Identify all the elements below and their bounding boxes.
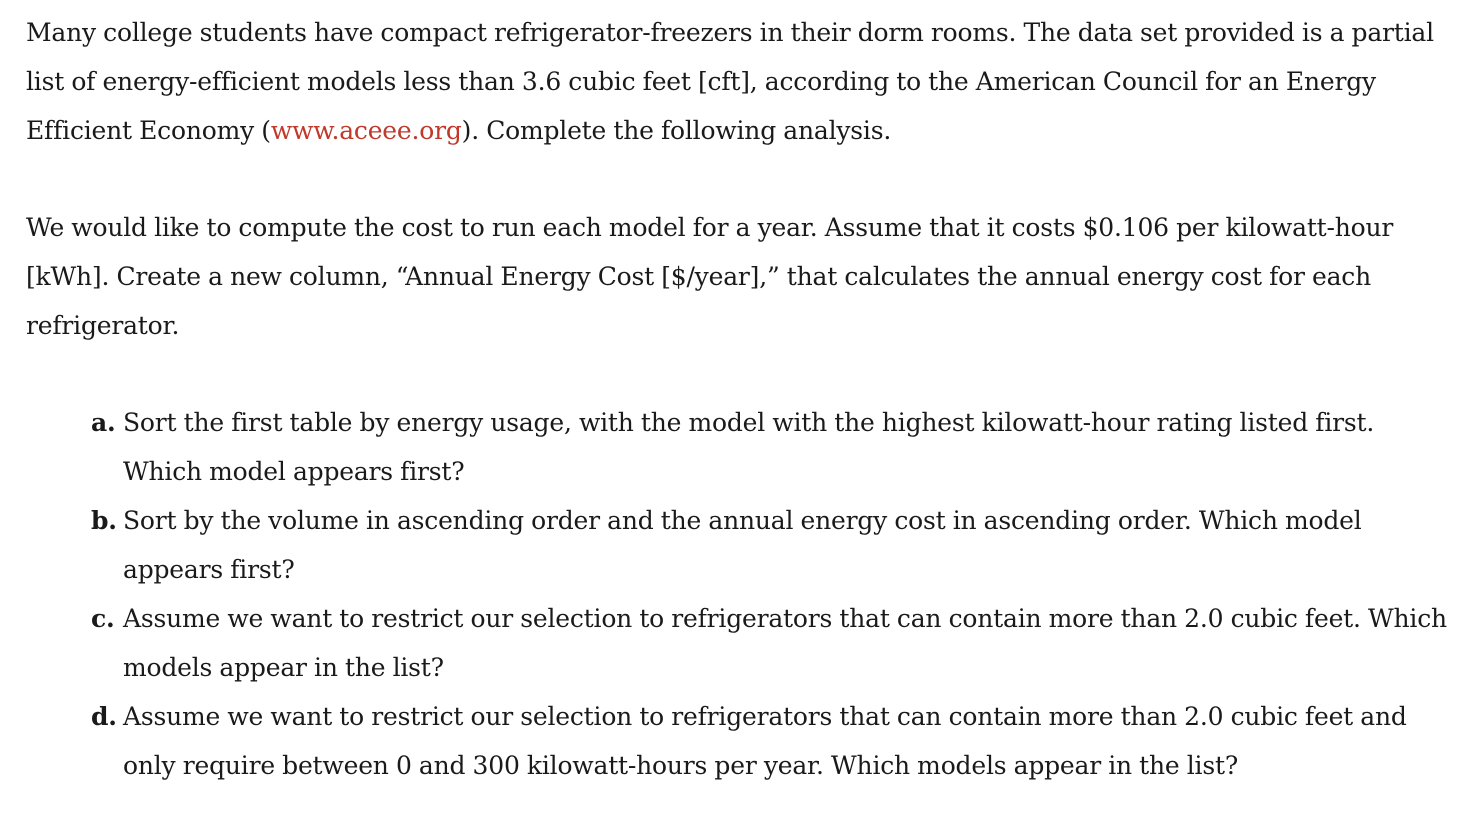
- question-text: Sort by the volume in ascending order and the annual energy cost in ascending order. Which model appears first?: [123, 506, 1362, 584]
- intro-text-before: Many college students have compact refrigerator-freezers in their dorm rooms. The data set provided is a partial list of energy-efficient models less than 3.6 cubic feet [cft], according to the American Council for an Energy Efficient Economy (: [26, 18, 1434, 145]
- aceee-link[interactable]: www.aceee.org: [270, 116, 462, 145]
- question-a: [91, 398, 1449, 496]
- question-letter: d.: [91, 702, 117, 731]
- task-paragraph: We would like to compute the cost to run each model for a year. Assume that it costs $0.106 per kilowatt-hour [kWh]. Create a new column, “Annual Energy Cost [$/year],” that calculates the annual energy cost for each refrigerator.: [26, 213, 1394, 340]
- question-text: Assume we want to restrict our selection to refrigerators that can contain more than 2.0 cubic feet and only require between 0 and 300 kilowatt-hours per year. Which models appear in the list?: [123, 702, 1407, 780]
- question-letter: b.: [91, 506, 117, 535]
- intro-text-after: ). Complete the following analysis.: [461, 116, 892, 145]
- question-list: [26, 398, 1449, 790]
- intro-paragraph: [26, 8, 1449, 155]
- question-text: Sort the first table by energy usage, with the model with the highest kilowatt-hour rating listed first. Which model appears first?: [123, 408, 1375, 486]
- question-letter: c.: [91, 604, 115, 633]
- question-b: [91, 496, 1449, 594]
- question-c: [91, 594, 1449, 692]
- question-text: Assume we want to restrict our selection to refrigerators that can contain more than 2.0 cubic feet. Which models appear in the list?: [123, 604, 1447, 682]
- question-letter: a.: [91, 408, 116, 437]
- question-d: [91, 692, 1449, 790]
